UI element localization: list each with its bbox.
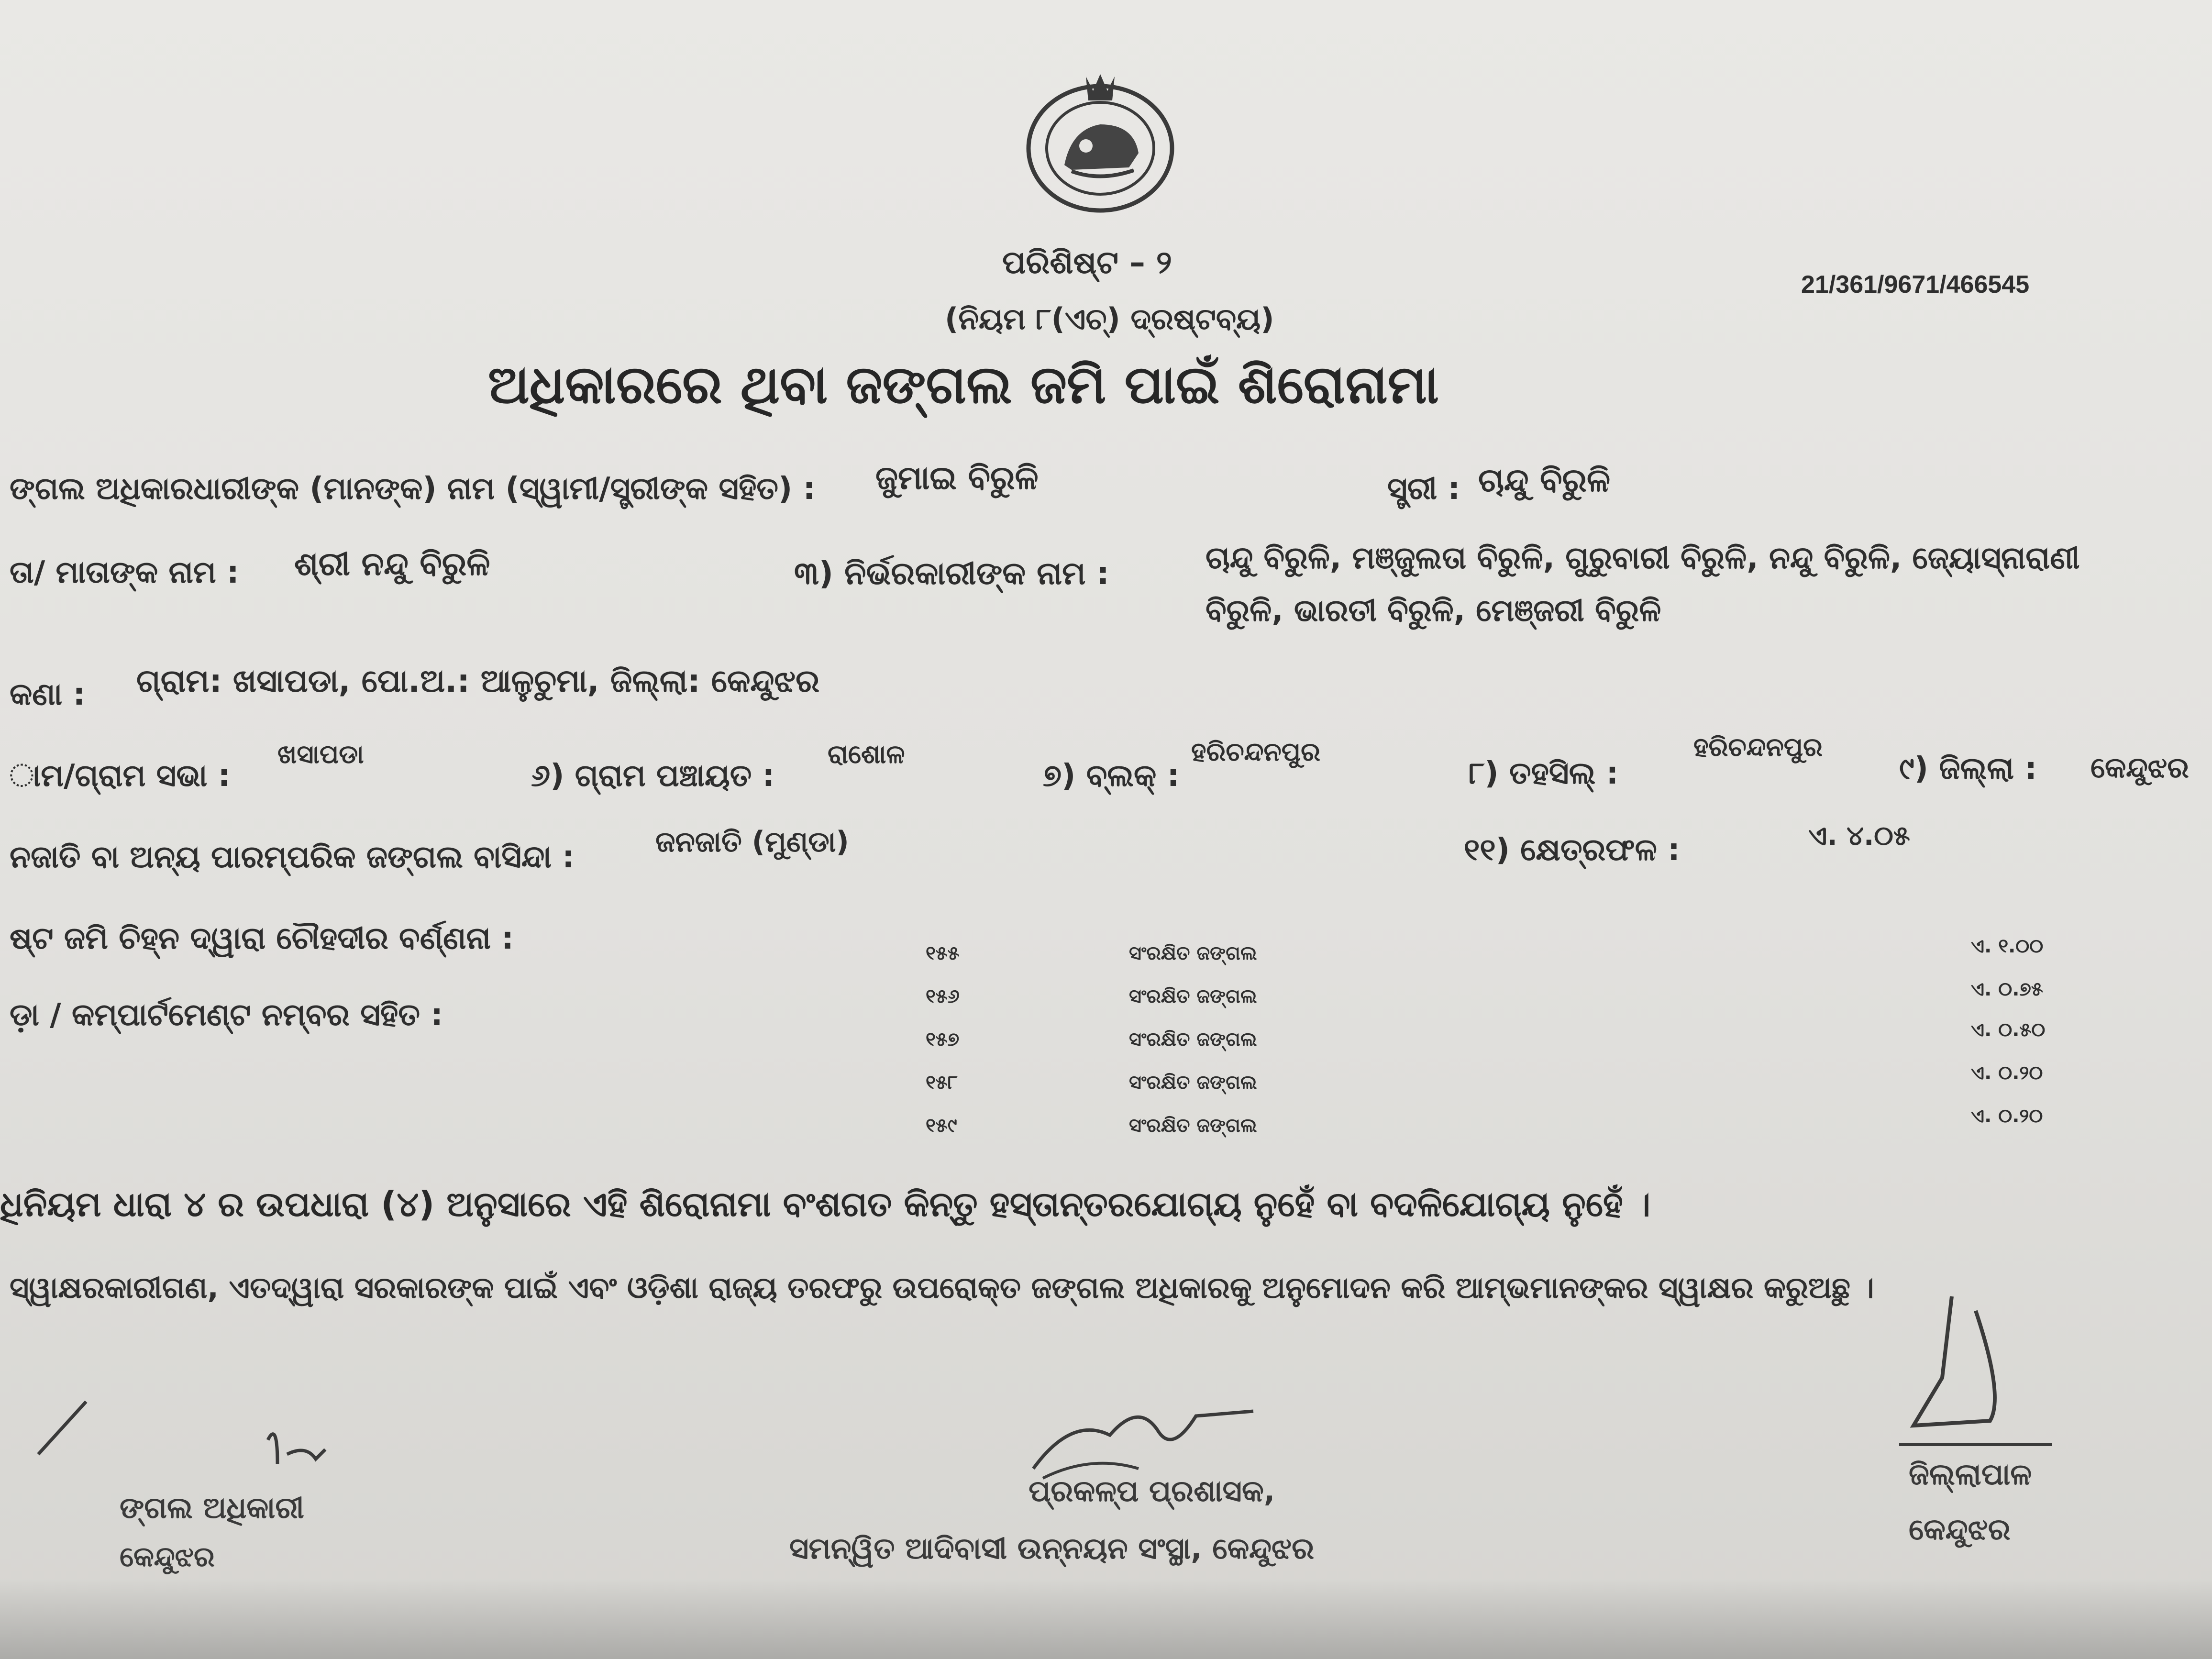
plot-area: ଏ. ୦.୫୦	[1971, 1019, 2046, 1041]
plot-number: ୧୫୬	[926, 985, 960, 1007]
plot-type: ସଂରକ୍ଷିତ ଜଙ୍ଗଲ	[1129, 1115, 1257, 1137]
tribe-label: ନଜାତି ବା ଅନ୍ୟ ପାରମ୍ପରିକ ଜଙ୍ଗଲ ବାସିନ୍ଦା :	[10, 840, 575, 875]
panchayat-label: ୬) ଗ୍ରାମ ପଞ୍ଚାୟତ :	[531, 758, 775, 794]
plot-number: ୧୫୮	[926, 1072, 958, 1094]
tahasil-label: ୮) ତହସିଲ୍ :	[1469, 756, 1619, 791]
plot-number: ୧୫୫	[926, 942, 960, 964]
parent-name-label: ତା/ ମାତାଙ୍କ ନାମ :	[10, 555, 239, 590]
dependents-label: ୩) ନିର୍ଭରକାରୀଙ୍କ ନାମ :	[794, 555, 1109, 592]
right-signatory-title: ଜିଲ୍ଲାପାଳ	[1909, 1457, 2032, 1492]
plot-area: ଏ. ୦.୨୦	[1971, 1105, 2043, 1127]
address-value: ଗ୍ରାମ: ଖସାପଡା, ପୋ.ଅ.: ଆଳୁଚୁମା, ଜିଲ୍ଲା: କେନ୍ଦୁଝର	[136, 663, 820, 699]
panchayat-value: ରାଶୋଳ	[828, 739, 905, 769]
dependents-value-line1: ଚାନ୍ଦୁ ବିରୁଳି, ମଞ୍ଜୁଲତା ବିରୁଳି, ଗୁରୁବାରୀ ବିରୁଳି, ନନ୍ଦୁ ବିରୁଳି, ଜ୍ୟୋସ୍ନାରାଣୀ	[1206, 541, 2080, 576]
plot-number: ୧୫୯	[926, 1115, 957, 1137]
parent-name-value: ଶ୍ରୀ ନନ୍ଦୁ ବିରୁଳି	[294, 545, 490, 583]
boundary-label: ଷ୍ଟ ଜମି ଚିହ୍ନ ଦ୍ୱାରା ଚୌହଦୀର ବର୍ଣ୍ଣନା :	[10, 921, 514, 956]
plot-type: ସଂରକ୍ଷିତ ଜଙ୍ଗଲ	[1129, 985, 1257, 1007]
annex-heading: ପରିଶିଷ୍ଟ – ୨	[1002, 244, 1172, 281]
spouse-value: ଚାନ୍ଦୁ ବିରୁଳି	[1478, 462, 1611, 499]
dependents-value-line2: ବିରୁଳି, ଭାରତୀ ବିରୁଳି, ମେଞ୍ଜରୀ ବିରୁଳି	[1206, 593, 1661, 629]
area-label: ୧୧) କ୍ଷେତ୍ରଫଳ :	[1464, 832, 1680, 868]
state-emblem-seal-icon	[1014, 57, 1186, 215]
right-signature-icon	[1880, 1282, 2081, 1464]
plot-area: ଏ. ୦.୭୫	[1971, 978, 2043, 1000]
holder-name-value: ଜୁମାଇ ବିରୁଳି	[875, 459, 1039, 497]
compartment-label: ଡ଼ା / କମ୍ପାର୍ଟମେଣ୍ଟ ନମ୍ବର ସହିତ :	[10, 997, 443, 1033]
approval-statement: ସ୍ୱାକ୍ଷରକାରୀଗଣ, ଏତଦ୍ୱାରା ସରକାରଙ୍କ ପାଇଁ ଏବଂ ଓଡ଼ିଶା ରାଜ୍ୟ ତରଫରୁ ଉପରୋକ୍ତ ଜଙ୍ଗଲ ଅଧିକାରକୁ ଅନୁମୋଦନ କରି ଆମ୍ଭମାନଙ୍କର ସ୍ୱାକ୍ଷର କରୁଅଛୁ ।	[10, 1270, 1874, 1305]
district-value: କେନ୍ଦୁଝର	[2090, 751, 2189, 785]
gram-sabha-value: ଖସାପଡା	[277, 739, 364, 769]
legal-statement: ଧିନିୟମ ଧାରା ୪ ର ଉପଧାରା (୪) ଅନୁସାରେ ଏହି ଶିରୋନାମା ବଂଶଗତ କିନ୍ତୁ ହସ୍ତାନ୍ତରଯୋଗ୍ୟ ନୁହେଁ ବା ବଦଳିଯୋଗ୍ୟ ନୁହେଁ ।	[0, 1184, 1651, 1224]
serial-number: 21/361/9671/466545	[1801, 271, 2030, 299]
page-title: ଅଧିକାରରେ ଥିବା ଜଙ୍ଗଲ ଜମି ପାଇଁ ଶିରୋନାମା	[488, 354, 1439, 415]
tahasil-value: ହରିଚନ୍ଦନପୁର	[1693, 732, 1823, 762]
center-signatory-title: ପ୍ରକଳ୍ପ ପ୍ରଶାସକ,	[1029, 1473, 1275, 1508]
left-signatory-location: କେନ୍ଦୁଝର	[120, 1540, 215, 1573]
plot-type: ସଂରକ୍ଷିତ ଜଙ୍ଗଲ	[1129, 1029, 1257, 1051]
rule-reference: (ନିୟମ ୮(ଏଚ୍) ଦ୍ରଷ୍ଟବ୍ୟ)	[945, 301, 1274, 336]
right-signatory-location: କେନ୍ଦୁଝର	[1909, 1512, 2011, 1547]
plot-type: ସଂରକ୍ଷିତ ଜଙ୍ଗଲ	[1129, 942, 1257, 964]
district-label: ୯) ଜିଲ୍ଲା :	[1899, 751, 2037, 786]
area-value: ଏ. ୪.୦୫	[1808, 820, 1910, 852]
left-signatory-title: ଙ୍ଗଲ ଅଧିକାରୀ	[120, 1490, 304, 1525]
plot-area: ଏ. ୧.୦୦	[1971, 935, 2044, 957]
left-signature-icon	[10, 1397, 344, 1502]
block-value: ହରିଚନ୍ଦନପୁର	[1191, 737, 1321, 767]
tribe-value: ଜନଜାତି (ମୁଣ୍ଡା)	[655, 825, 849, 859]
address-label: କଣା :	[10, 677, 86, 712]
plot-type: ସଂରକ୍ଷିତ ଜଙ୍ଗଲ	[1129, 1072, 1257, 1094]
center-signatory-office: ସମନ୍ୱିତ ଆଦିବାସୀ ଉନ୍ନୟନ ସଂସ୍ଥା, କେନ୍ଦୁଝର	[789, 1531, 1315, 1566]
plot-number: ୧୫୭	[926, 1029, 960, 1051]
holder-name-label: ଙ୍ଗଲ ଅଧିକାରଧାରୀଙ୍କ (ମାନଙ୍କ) ନାମ (ସ୍ୱାମୀ/ସ୍ତ୍ରୀଙ୍କ ସହିତ) :	[10, 471, 816, 507]
gram-sabha-label: ାମ/ଗ୍ରାମ ସଭା :	[10, 758, 231, 794]
plot-area: ଏ. ୦.୨୦	[1971, 1062, 2043, 1084]
spouse-label: ସ୍ତ୍ରୀ :	[1387, 471, 1460, 507]
block-label: ୭) ବ୍ଲକ୍ :	[1043, 758, 1180, 794]
bottom-shadow	[0, 1579, 2212, 1659]
